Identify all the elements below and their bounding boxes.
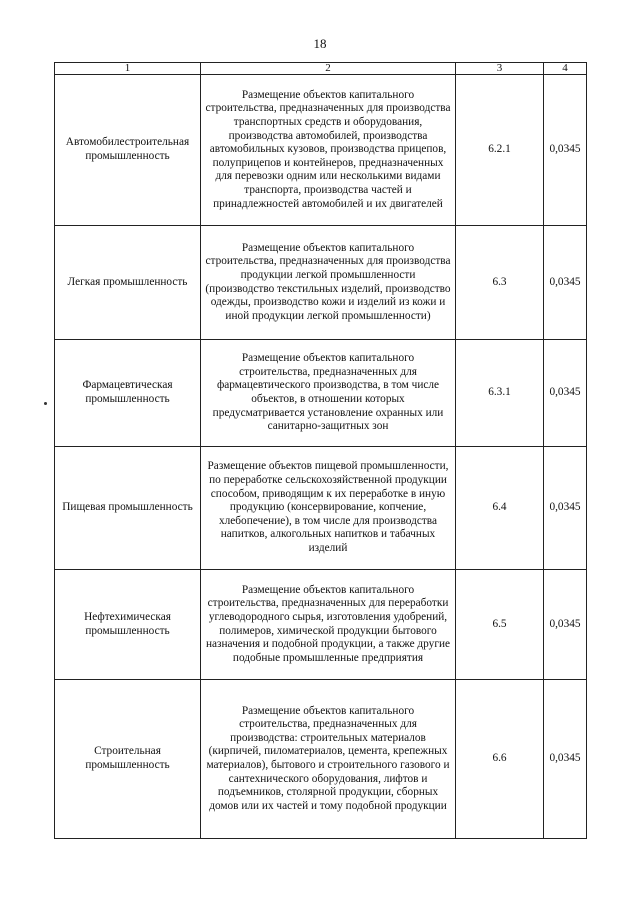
industry-cell: Пищевая промышленность	[55, 447, 201, 570]
table-row	[55, 340, 587, 447]
value-cell: 0,0345	[544, 680, 587, 839]
table-row	[55, 226, 587, 340]
value-cell: 0,0345	[544, 226, 587, 340]
land-use-table	[54, 62, 587, 839]
industry-cell: Фармацевтическая промышленность	[55, 340, 201, 447]
description-cell: Размещение объектов капитального строительства, предназначенных для производства продукции легкой промышленности (производство текстильных изделий, производство одежды, производство кожи и изделий из кожи и иной продукции легкой промышленности)	[201, 226, 456, 340]
table-row	[55, 447, 587, 570]
value-cell: 0,0345	[544, 447, 587, 570]
description-cell: Размещение объектов капитального строительства, предназначенных для производства: строительных материалов (кирпичей, пиломатериалов, цемента, крепежных материалов), бытового и строительного газового и сантехнического оборудования, лифтов и подъемников, столярной продукции, сборных домов или их частей и тому подобной продукции	[201, 680, 456, 839]
industry-cell: Легкая промышленность	[55, 226, 201, 340]
column-header-3: 3	[456, 63, 544, 75]
table-header-row	[55, 63, 587, 75]
industry-cell: Нефтехимическая промышленность	[55, 570, 201, 680]
description-cell: Размещение объектов капитального строительства, предназначенных для фармацевтического производства, в том числе объектов, в отношении которых предусматривается установление охранных или санитарно-защитных зон	[201, 340, 456, 447]
description-cell: Размещение объектов капитального строительства, предназначенных для производства транспортных средств и оборудования, производства автомобилей, производства автомобильных кузовов, производства прицепов, полуприцепов и контейнеров, предназначенных для перевозки одним или несколькими видами транспорта, производства частей и принадлежностей автомобилей и их двигателей	[201, 75, 456, 226]
table-row	[55, 680, 587, 839]
industry-cell: Строительная промышленность	[55, 680, 201, 839]
code-cell: 6.6	[456, 680, 544, 839]
code-cell: 6.4	[456, 447, 544, 570]
table-row	[55, 570, 587, 680]
code-cell: 6.3.1	[456, 340, 544, 447]
value-cell: 0,0345	[544, 570, 587, 680]
column-header-4: 4	[544, 63, 587, 75]
scan-dot-mark	[44, 402, 47, 405]
code-cell: 6.5	[456, 570, 544, 680]
code-cell: 6.2.1	[456, 75, 544, 226]
column-header-2: 2	[201, 63, 456, 75]
description-cell: Размещение объектов капитального строительства, предназначенных для переработки углеводородного сырья, изготовления удобрений, полимеров, химической продукции бытового назначения и подобной продукции, а также другие подобные промышленные предприятия	[201, 570, 456, 680]
column-header-1: 1	[55, 63, 201, 75]
value-cell: 0,0345	[544, 340, 587, 447]
value-cell: 0,0345	[544, 75, 587, 226]
code-cell: 6.3	[456, 226, 544, 340]
page-number: 18	[313, 36, 327, 51]
industry-cell: Автомобилестроительная промышленность	[55, 75, 201, 226]
table-row	[55, 75, 587, 226]
description-cell: Размещение объектов пищевой промышленности, по переработке сельскохозяйственной продукции способом, приводящим к их переработке в иную продукцию (консервирование, копчение, хлебопечение), в том числе для производства напитков, алкогольных напитков и табачных изделий	[201, 447, 456, 570]
